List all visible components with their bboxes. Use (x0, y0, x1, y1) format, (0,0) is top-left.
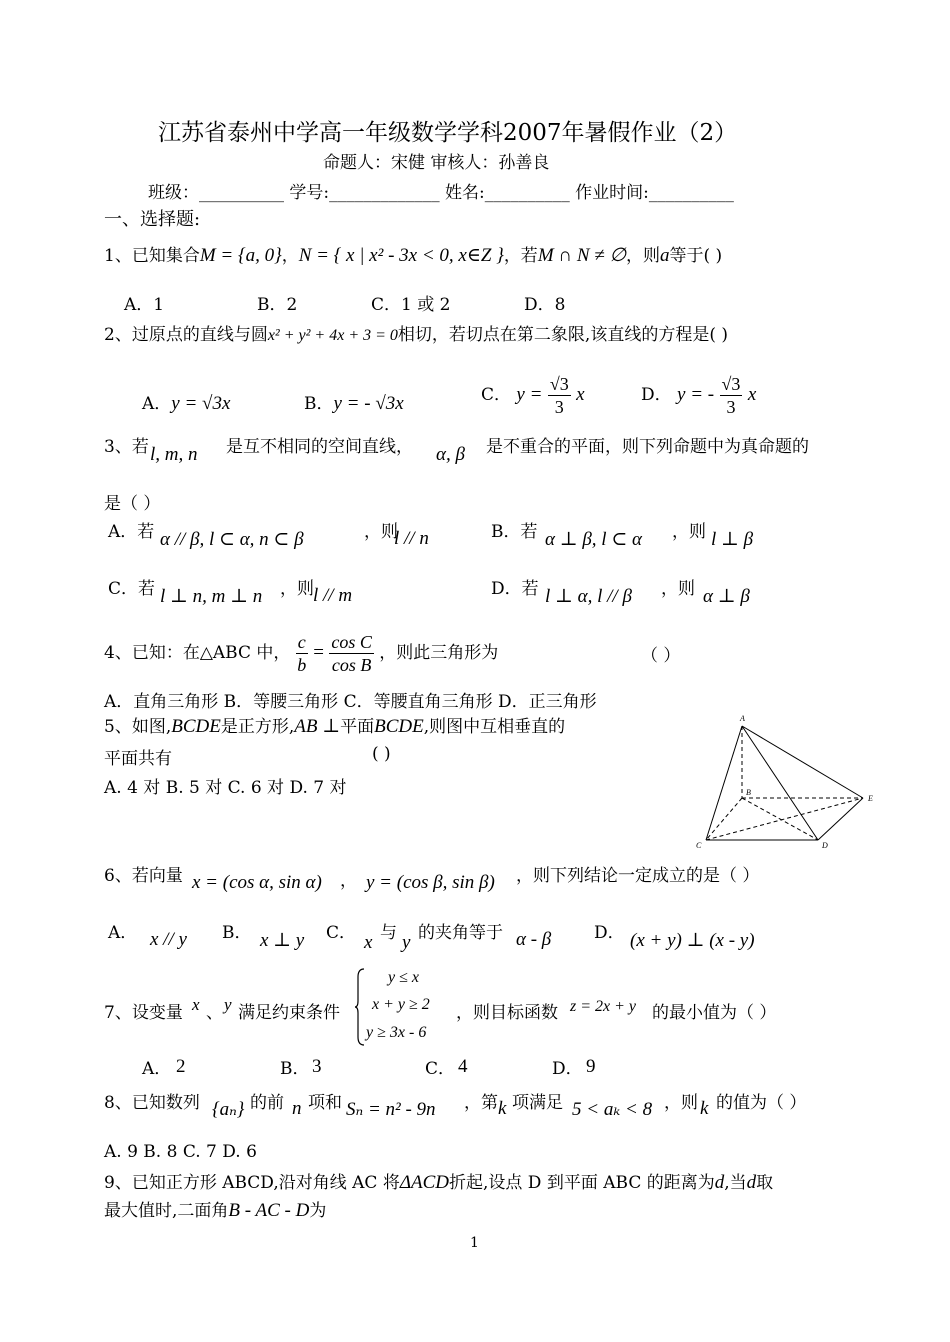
q3-d-label: D．若 (491, 579, 539, 599)
q3-a-cond: α // β, l ⊂ α, n ⊂ β (160, 529, 304, 550)
q2-b-label: B． (304, 394, 334, 414)
q3-a-then: ，则 (364, 522, 398, 542)
q1-num: 1、已知集合 (104, 246, 200, 266)
q9-stem (104, 1168, 773, 1194)
q4-f2-num: cos C (331, 632, 372, 652)
q9-triangle: ΔACD (399, 1172, 449, 1193)
q3-c-cond: l ⊥ n, m ⊥ n (160, 586, 263, 607)
q3-d-cond: l ⊥ α, l // β (545, 586, 632, 607)
q6-vector-x: x = (cos α, sin α) (192, 872, 322, 893)
q6-b-label: B． (222, 923, 252, 943)
q6-d-expr: (x + y) ⊥ (x - y) (630, 930, 755, 951)
q1-comma: ， (281, 246, 299, 266)
q2-a-expr: y = √3x (171, 393, 231, 414)
q2-d-fraction (720, 373, 743, 418)
q9-mid2: ,当 (724, 1173, 747, 1193)
q7-c-label: C． (425, 1059, 456, 1079)
q7-objective: z = 2x + y (570, 998, 637, 1015)
q5-bcde2: BCDE (374, 716, 424, 737)
q9-line2 (104, 1196, 326, 1222)
q6-a-expr: x // y (150, 929, 187, 950)
q6-c-y: y (402, 932, 411, 953)
q5-options: A. 4 对 B. 5 对 C. 6 对 D. 7 对 (104, 778, 347, 798)
q8-options: A. 9 B. 8 C. 7 D. 6 (104, 1142, 257, 1162)
q3-d-result: α ⊥ β (703, 586, 750, 607)
q7-a-val: 2 (176, 1056, 186, 1077)
q3-c-then: ，则 (280, 579, 314, 599)
q3-b-label: B．若 (491, 522, 538, 542)
q5-plane: 平面 (340, 717, 375, 737)
q7-var-x: x (192, 995, 200, 1014)
q7-constraint-2: x + y ≥ 2 (372, 996, 430, 1013)
q2-d-lhs: y = - (677, 384, 715, 405)
q1-then: ，则 (626, 246, 661, 266)
q3-planes: α, β (436, 444, 465, 465)
q9-text: 9、已知正方形 ABCD,沿对角线 AC 将 (104, 1173, 400, 1193)
label-d: D (822, 841, 828, 850)
authors-line: 命题人：宋健 审核人：孙善良 (323, 153, 550, 173)
edge-de (818, 798, 863, 840)
label-a: A (740, 714, 745, 723)
q8-rest: 的值为（ ） (716, 1093, 807, 1113)
q3-b-result: l ⊥ β (711, 529, 754, 550)
q7-sep: 、 (206, 1003, 223, 1023)
q8-n: n (292, 1098, 302, 1119)
q5-mid: 是正方形, (220, 717, 295, 737)
q3-a-result: l // n (394, 528, 429, 549)
q9-rest: 取 (756, 1173, 774, 1193)
q7-d-val: 9 (586, 1056, 596, 1077)
q9-d: d (714, 1172, 725, 1193)
q2-d-den: 3 (726, 397, 736, 417)
diag-ce (706, 798, 863, 840)
q6-rest: ，则下列结论一定成立的是（ ） (516, 866, 760, 886)
q2-c-fraction (548, 373, 571, 418)
q5-line2: 平面共有 (104, 749, 172, 769)
q6-c-text: 的夹角等于 (418, 923, 503, 943)
q6-comma: ， (340, 871, 357, 891)
q2-d-rhs: x (747, 384, 757, 405)
q4-paren: （ ） (641, 646, 681, 666)
q4-options: A．直角三角形 B．等腰三角形 C．等腰直角三角形 D．正三角形 (104, 692, 597, 712)
q7-num: 7、设变量 (104, 1003, 183, 1023)
q4-stem (104, 631, 498, 676)
q5-paren: ( ) (372, 744, 391, 764)
q6-c-and: 与 (380, 923, 397, 943)
label-e: E (868, 794, 873, 803)
brace-path (355, 969, 364, 1045)
q5-stem (104, 712, 565, 738)
q3-d-then: ，则 (661, 579, 695, 599)
q4-f2-den: cos B (331, 655, 372, 675)
q2-option-d (641, 373, 756, 418)
q5-rest: ,则图中互相垂直的 (423, 717, 566, 737)
q8-k2: k (700, 1098, 709, 1119)
q8-sequence: {aₙ} (212, 1099, 245, 1120)
q3-c-label: C．若 (108, 579, 156, 599)
q1-option-b: B．2 (257, 295, 298, 315)
q2-c-lhs: y = (516, 384, 543, 405)
pyramid-figure (690, 710, 890, 855)
q3-a-label: A．若 (108, 522, 155, 542)
q6-b-expr: x ⊥ y (260, 930, 305, 951)
q3-c-result: l // m (313, 585, 353, 606)
q7-var-y: y (224, 995, 232, 1014)
q2-b-expr: y = - √3x (333, 393, 404, 414)
q3-b-then: ，则 (672, 522, 706, 542)
q9-line2-text: 最大值时,二面角 (104, 1201, 229, 1221)
q6-num: 6、若向量 (104, 866, 183, 886)
q8-di: ，第 (464, 1093, 498, 1113)
q2-c-den: 3 (554, 397, 564, 417)
q1-option-c: C．1 或 2 (371, 295, 451, 315)
q9-angle: B - AC - D (228, 1200, 310, 1221)
q8-ze: ，则 (664, 1093, 698, 1113)
q1-stem (104, 241, 722, 267)
diag-bd (742, 798, 818, 840)
q9-wei: 为 (309, 1201, 327, 1221)
student-info-line: 班级：__________ 学号:_____________ 姓名:__________ 作业时间:__________ (148, 183, 734, 203)
q2-rest: 相切，若切点在第二象限,该直线的方程是( ) (397, 325, 728, 345)
q5-bcde: BCDE (171, 716, 221, 737)
q2-option-a (142, 389, 230, 415)
q4-text: 4、已知：在△ABC 中， (104, 643, 291, 663)
q5-ab: AB ⊥ (294, 716, 341, 737)
q1-condition: M ∩ N ≠ ∅ (537, 245, 627, 266)
q8-sum: Sₙ = n² - 9n (346, 1099, 436, 1120)
q7-constraint-3: y ≥ 3x - 6 (366, 1024, 427, 1041)
q2-text: 2、过原点的直线与圆 (104, 325, 268, 345)
q1-cond-pre: ，若 (503, 246, 538, 266)
q1-var: a (660, 245, 670, 266)
q8-qian: 的前 (250, 1093, 284, 1113)
q6-c-expr: α - β (516, 929, 552, 950)
q4-fraction-cb (296, 631, 308, 676)
q1-ask: 等于( ) (669, 246, 723, 266)
q3-line2: 是（ ） (104, 494, 161, 514)
q6-c-x: x (364, 932, 373, 953)
q7-b-label: B． (280, 1059, 310, 1079)
q7-constraint-1: y ≤ x (388, 969, 419, 986)
q6-d-label: D． (594, 923, 625, 943)
q8-k: k (498, 1098, 507, 1119)
q2-circle: x² + y² + 4x + 3 = 0 (267, 327, 398, 344)
q2-c-num: √3 (549, 374, 569, 394)
q9-mid: 折起,设点 D 到平面 ABC 的距离为 (449, 1173, 715, 1193)
q3-rest: 是不重合的平面，则下列命题中为真命题的 (486, 437, 809, 457)
label-c: C (696, 841, 702, 850)
q3-mid: 是互不相同的空间直线， (226, 437, 413, 457)
edge-ad (742, 726, 818, 840)
q3-b-cond: α ⊥ β, l ⊂ α (545, 529, 642, 550)
q8-he: 项和 (308, 1093, 342, 1113)
edge-ae (742, 726, 863, 798)
q7-a-label: A． (142, 1059, 172, 1079)
q7-d-label: D． (552, 1059, 583, 1079)
q7-mid: ，则目标函数 (456, 1003, 558, 1023)
q1-option-d: D．8 (524, 295, 566, 315)
q7-rest: 的最小值为（ ） (652, 1003, 777, 1023)
q3-lines: l, m, n (150, 444, 198, 465)
q2-c-label: C． (481, 385, 512, 405)
q6-c-label: C． (326, 923, 357, 943)
q9-d2: d (746, 1172, 757, 1193)
q6-vector-y: y = (cos β, sin β) (366, 872, 495, 893)
edge-ac (706, 726, 742, 840)
q5-num: 5、如图, (104, 717, 172, 737)
page-title: 江苏省泰州中学高一年级数学学科2007年暑假作业（2） (158, 120, 738, 146)
q8-inequality: 5 < aₖ < 8 (572, 1099, 653, 1120)
q7-b-val: 3 (312, 1056, 322, 1077)
q1-set-n: N = { x | x² - 3x < 0, x∈Z } (298, 245, 504, 266)
q2-d-label: D． (641, 385, 672, 405)
q3-num: 3、若 (104, 437, 149, 457)
q7-c-val: 4 (458, 1056, 468, 1077)
page-number: 1 (470, 1235, 479, 1251)
q6-a-label: A． (108, 923, 138, 943)
edge-bc (706, 798, 742, 840)
q4-f1-num: c (297, 632, 306, 652)
q2-stem (104, 320, 728, 345)
q7-left-brace (354, 967, 366, 1047)
q4-eq: = (313, 642, 324, 663)
q2-a-label: A． (142, 394, 172, 414)
q4-rest: ，则此三角形为 (379, 643, 499, 663)
q2-c-rhs: x (576, 384, 585, 405)
q2-option-b (304, 389, 404, 415)
q7-cond: 满足约束条件 (238, 1003, 340, 1023)
q2-d-num: √3 (721, 374, 741, 394)
q8-xiang: 项满足 (512, 1093, 563, 1113)
q4-f1-den: b (297, 655, 307, 675)
q1-set-m: M = {a, 0} (199, 245, 282, 266)
section-heading: 一、选择题: (104, 209, 201, 230)
q4-fraction-cos (329, 631, 374, 676)
q2-option-c (481, 373, 585, 418)
q1-option-a: A．1 (124, 295, 165, 315)
label-b: B (746, 788, 751, 797)
q8-num: 8、已知数列 (104, 1093, 200, 1113)
